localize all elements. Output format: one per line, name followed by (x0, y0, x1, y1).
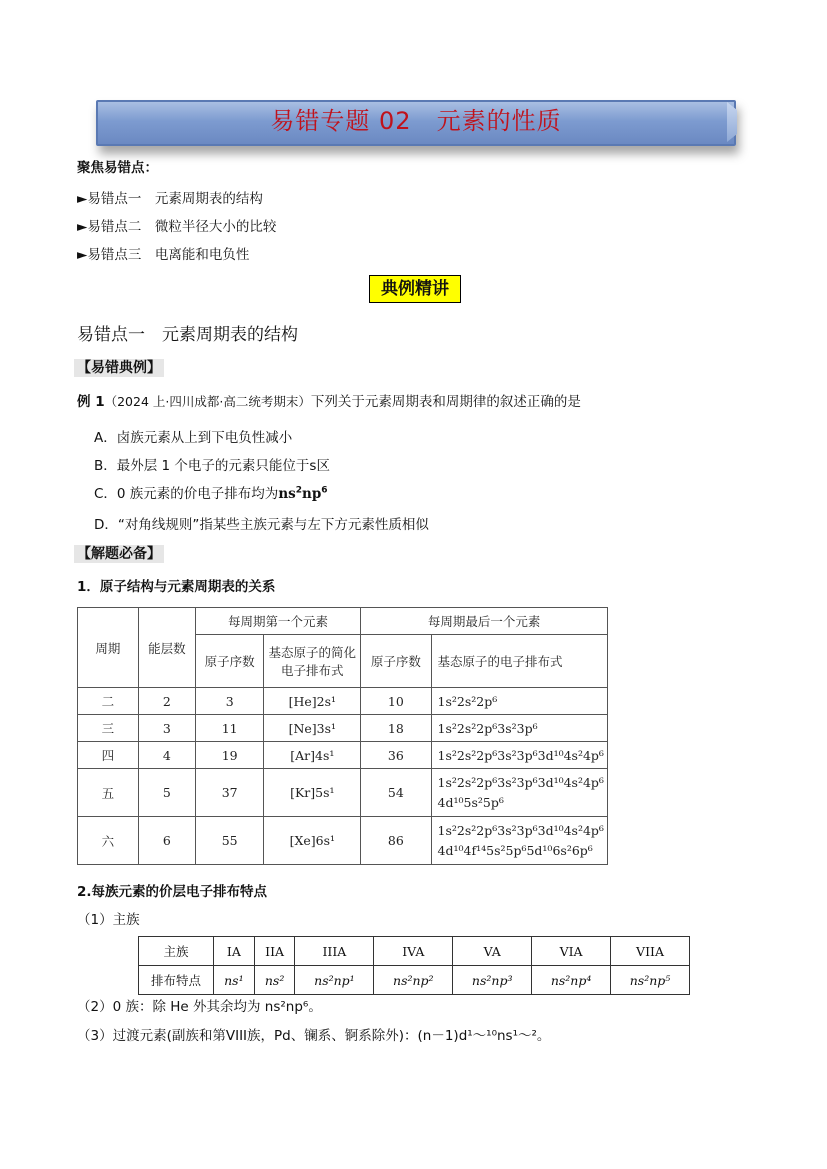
first-config-cell: [Ar]4s¹ (264, 742, 361, 769)
config-label-cell: 排布特点 (139, 966, 214, 995)
layers-cell: 3 (138, 715, 195, 742)
table-row (78, 742, 608, 769)
last-config-cell: 1s²2s²2p⁶3s²3p⁶3d¹⁰4s²4p⁶ (431, 742, 607, 769)
tag-example (74, 357, 164, 377)
table-header-row (78, 608, 608, 635)
focus-item-2: ►易错点二 微粒半径大小的比较 (77, 219, 277, 235)
tag-knowledge-label: 【解题必备】 (74, 545, 164, 563)
period-cell: 二 (78, 688, 139, 715)
section-heading: 易错点一 元素周期表的结构 (77, 325, 298, 345)
example-text: 下列关于元素周期表和周期律的叙述正确的是 (310, 394, 581, 410)
config-cell: ns²np³ (453, 966, 532, 995)
option-d: D．“对角线规则”指某些主族元素与左下方元素性质相似 (94, 517, 429, 533)
option-c-np: np (302, 486, 322, 502)
tag-example-label: 【易错典例】 (74, 359, 164, 377)
option-a: A．卤族元素从上到下电负性减小 (94, 430, 293, 446)
point2-sub1: （1）主族 (77, 912, 140, 928)
first-config-cell: [Ne]3s¹ (264, 715, 361, 742)
period-cell: 三 (78, 715, 139, 742)
focus-item-3: ►易错点三 电离能和电负性 (77, 247, 250, 263)
point1-title: 1．原子结构与元素周期表的关系 (77, 579, 276, 595)
header-first-config: 基态原子的简化电子排布式 (264, 635, 361, 688)
option-c-ns: ns (278, 486, 296, 502)
first-z-cell: 3 (195, 688, 264, 715)
last-z-cell: 36 (361, 742, 431, 769)
layers-cell: 6 (138, 817, 195, 865)
point2-sub3: （3）过渡元素(副族和第VIII族，Pd、镧系、锕系除外)：(n－1)d¹～¹⁰ns¹～²。 (77, 1028, 551, 1044)
last-config-line1: 1s²2s²2p⁶3s²3p⁶3d¹⁰4s²4p⁶ (437, 774, 604, 790)
header-atomic-number: 原子序数 (195, 635, 264, 688)
config-cell: ns²np² (374, 966, 453, 995)
first-z-cell: 55 (195, 817, 264, 865)
first-z-cell: 19 (195, 742, 264, 769)
group-cell: VIA (532, 937, 611, 966)
period-cell: 四 (78, 742, 139, 769)
layers-cell: 5 (138, 769, 195, 817)
option-c (94, 482, 328, 502)
config-cell: ns²np⁴ (532, 966, 611, 995)
header-first-element: 每周期第一个元素 (195, 608, 360, 635)
table-row (78, 769, 608, 817)
table-row (139, 937, 690, 966)
group-cell: IIIA (295, 937, 374, 966)
last-config-line1: 1s²2s²2p⁶3s²3p⁶3d¹⁰4s²4p⁶ (437, 822, 604, 838)
last-config-cell (431, 769, 607, 817)
first-config-cell: [Xe]6s¹ (264, 817, 361, 865)
table-row (78, 817, 608, 865)
last-z-cell: 10 (361, 688, 431, 715)
header-period: 周期 (78, 608, 139, 688)
first-config-cell: [He]2s¹ (264, 688, 361, 715)
example-source: （2024 上·四川成都·高二统考期末） (104, 394, 311, 409)
tag-knowledge (74, 543, 164, 563)
last-config-line2: 4d¹⁰4f¹⁴5s²5p⁶5d¹⁰6s²6p⁶ (437, 842, 593, 858)
period-cell: 五 (78, 769, 139, 817)
table-row (139, 966, 690, 995)
last-config-cell: 1s²2s²2p⁶3s²3p⁶ (431, 715, 607, 742)
last-config-cell: 1s²2s²2p⁶ (431, 688, 607, 715)
config-cell: ns¹ (214, 966, 255, 995)
first-config-cell: [Kr]5s¹ (264, 769, 361, 817)
group-cell: IA (214, 937, 255, 966)
config-cell: ns²np¹ (295, 966, 374, 995)
group-cell: IIA (254, 937, 295, 966)
option-c-sup1: 2 (295, 485, 302, 496)
first-z-cell: 37 (195, 769, 264, 817)
example-badge: 典例精讲 (369, 275, 461, 303)
last-config-line2: 4d¹⁰5s²5p⁶ (437, 794, 504, 810)
config-cell: ns²np⁵ (611, 966, 690, 995)
group-cell: IVA (374, 937, 453, 966)
option-c-text: C．0 族元素的价电子排布均为 (94, 486, 279, 502)
group-cell: VIIA (611, 937, 690, 966)
header-layers: 能层数 (138, 608, 195, 688)
focus-heading: 聚焦易错点： (77, 160, 158, 176)
config-cell: ns² (254, 966, 295, 995)
header-last-config: 基态原子的电子排布式 (431, 635, 607, 688)
first-z-cell: 11 (195, 715, 264, 742)
example-label: 例 1 (77, 394, 105, 410)
point2-sub2: （2）0 族：除 He 外其余均为 ns²np⁶。 (77, 999, 322, 1015)
focus-item-1: ►易错点一 元素周期表的结构 (77, 191, 263, 207)
point2-title: 2.每族元素的价层电子排布特点 (77, 884, 268, 900)
group-cell: VA (453, 937, 532, 966)
header-last-element: 每周期最后一个元素 (361, 608, 608, 635)
last-z-cell: 86 (361, 817, 431, 865)
header-atomic-number-2: 原子序数 (361, 635, 431, 688)
last-z-cell: 18 (361, 715, 431, 742)
period-structure-table (77, 607, 608, 865)
main-group-table (138, 936, 690, 995)
group-label-cell: 主族 (139, 937, 214, 966)
period-cell: 六 (78, 817, 139, 865)
page-title: 易错专题 02 元素的性质 (270, 107, 562, 135)
example-question (77, 390, 581, 410)
last-config-cell (431, 817, 607, 865)
layers-cell: 4 (138, 742, 195, 769)
layers-cell: 2 (138, 688, 195, 715)
last-z-cell: 54 (361, 769, 431, 817)
option-c-sup2: 6 (321, 485, 328, 496)
option-b: B．最外层 1 个电子的元素只能位于s区 (94, 458, 330, 474)
table-row (78, 715, 608, 742)
table-row (78, 688, 608, 715)
